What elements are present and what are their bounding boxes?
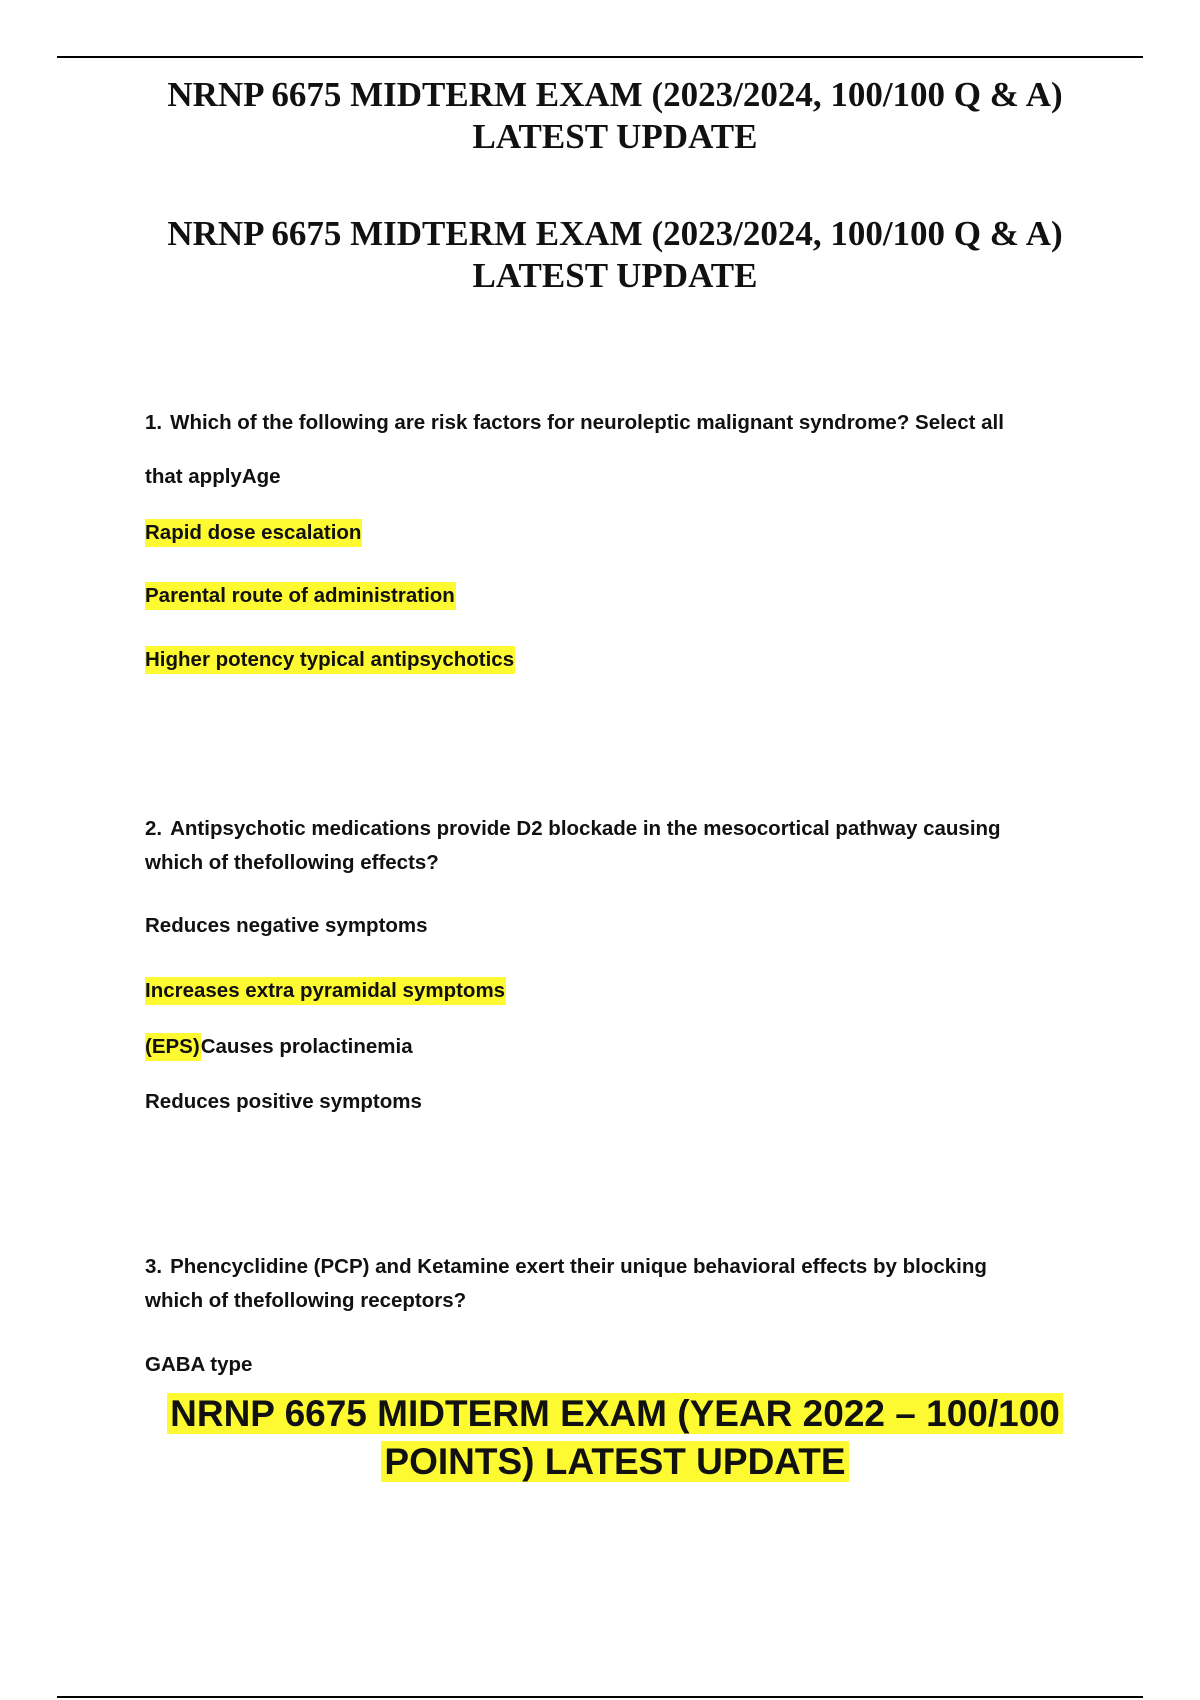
- question-3-option-1: GABA type: [145, 1353, 253, 1376]
- question-3-number: 3.: [145, 1255, 163, 1278]
- top-rule: [57, 56, 1143, 58]
- banner-line-2: POINTS) LATEST UPDATE: [60, 1438, 1170, 1486]
- title-repeat-line-2: LATEST UPDATE: [472, 256, 758, 295]
- question-2-option-2: [145, 979, 506, 1003]
- question-1-line-2: that applyAge: [145, 465, 281, 488]
- question-1-option-3: [145, 648, 515, 672]
- title-line-1: NRNP 6675 MIDTERM EXAM (2023/2024, 100/100 Q & A): [167, 75, 1063, 114]
- question-3-line-2: which of thefollowing receptors?: [145, 1289, 467, 1312]
- document-title-repeat: [60, 213, 1170, 297]
- question-1-option-1: [145, 521, 362, 545]
- question-1-number: 1.: [145, 411, 163, 434]
- question-2-option-1: Reduces negative symptoms: [145, 914, 428, 937]
- highlighted-answer: Higher potency typical antipsychotics: [145, 646, 515, 674]
- title-line-2: LATEST UPDATE: [472, 117, 758, 156]
- question-2-text: Antipsychotic medications provide D2 blockade in the mesocortical pathway causing: [170, 817, 1001, 840]
- banner-line-1: NRNP 6675 MIDTERM EXAM (YEAR 2022 – 100/100: [60, 1390, 1170, 1438]
- bottom-rule: [57, 1696, 1143, 1698]
- question-1-line-1: [145, 411, 1004, 435]
- question-2-option-3: [145, 1035, 413, 1059]
- highlighted-answer: (EPS): [145, 1033, 201, 1061]
- highlighted-answer: Increases extra pyramidal symptoms: [145, 977, 506, 1005]
- title-repeat-line-1: NRNP 6675 MIDTERM EXAM (2023/2024, 100/100 Q & A): [167, 214, 1063, 253]
- question-2-option-4: Reduces positive symptoms: [145, 1090, 422, 1113]
- promo-banner: [60, 1390, 1170, 1486]
- document-title: [60, 74, 1170, 158]
- question-2-line-1: [145, 817, 1001, 841]
- question-1-text: Which of the following are risk factors for neuroleptic malignant syndrome? Select all: [170, 411, 1004, 434]
- question-3-line-1: [145, 1255, 987, 1279]
- question-2-number: 2.: [145, 817, 163, 840]
- question-2-option-3-rest: Causes prolactinemia: [200, 1035, 413, 1058]
- highlighted-answer: Parental route of administration: [145, 582, 456, 610]
- question-1-option-2: [145, 584, 456, 608]
- highlighted-answer: Rapid dose escalation: [145, 519, 362, 547]
- question-2-line-2: which of thefollowing effects?: [145, 851, 439, 874]
- question-3-text: Phencyclidine (PCP) and Ketamine exert their unique behavioral effects by blocking: [170, 1255, 987, 1278]
